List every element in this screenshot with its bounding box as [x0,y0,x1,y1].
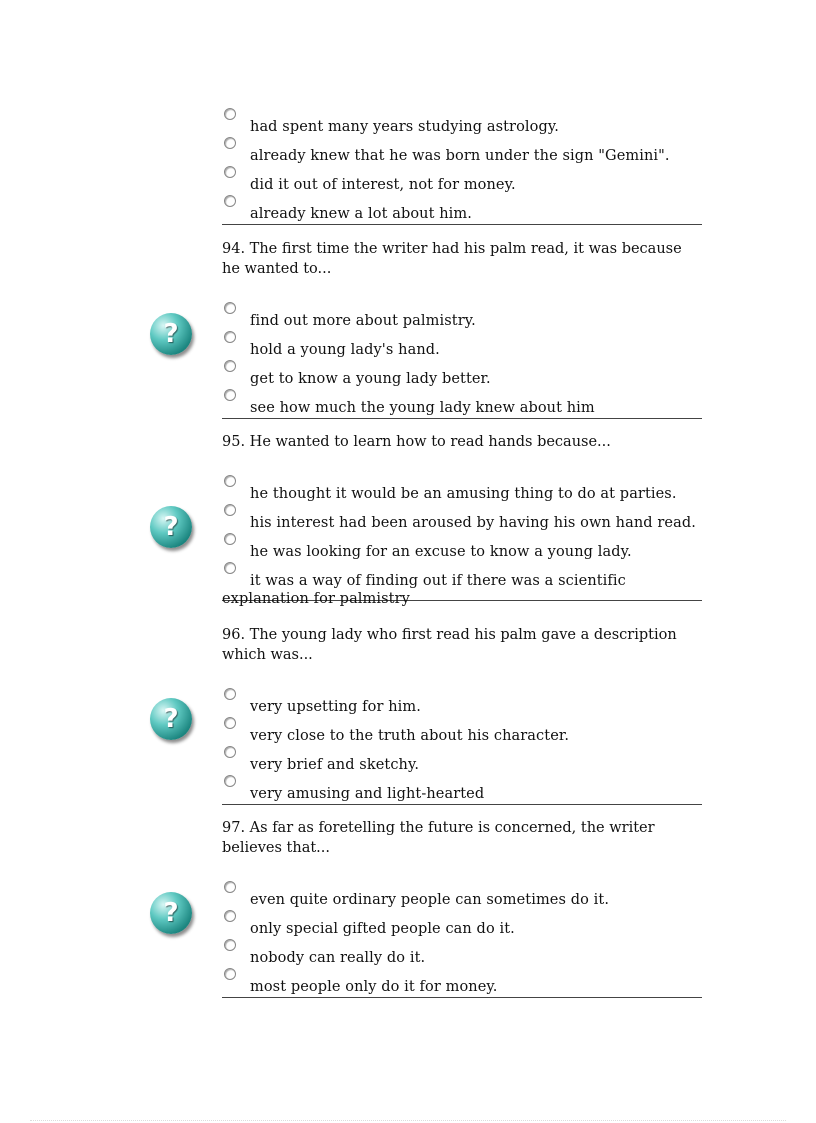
radio-button[interactable] [224,717,236,729]
option-93-a[interactable] [222,108,702,137]
divider [222,997,702,998]
radio-button[interactable] [224,195,236,207]
option-label: very upsetting for him. [250,699,421,715]
option-97-a[interactable] [222,881,702,910]
option-label: it was a way of finding out if there was a scientific explanation for palmistry [222,573,626,607]
option-96-d[interactable] [222,775,702,804]
radio-button[interactable] [224,881,236,893]
option-94-d[interactable] [222,389,702,418]
radio-button[interactable] [224,360,236,372]
radio-button[interactable] [224,939,236,951]
option-label: his interest had been aroused by having his own hand read. [250,515,696,531]
radio-button[interactable] [224,389,236,401]
radio-button[interactable] [224,688,236,700]
option-label: already knew a lot about him. [250,206,472,222]
option-label: even quite ordinary people can sometimes do it. [250,892,610,908]
radio-button[interactable] [224,746,236,758]
option-label: very brief and sketchy. [250,757,420,773]
option-97-c[interactable] [222,939,702,968]
radio-button[interactable] [224,302,236,314]
question-96-text: 96. The young lady who first read his palm gave a description which was... [222,627,677,663]
option-96-c[interactable] [222,746,702,775]
option-label: find out more about palmistry. [250,313,476,329]
option-95-b[interactable] [222,504,702,533]
question-mark-icon[interactable]: ? [150,892,192,934]
question-94-text: 94. The first time the writer had his palm read, it was because he wanted to... [222,241,682,277]
option-label: he thought it would be an amusing thing to do at parties. [250,486,677,502]
option-label: most people only do it for money. [250,979,498,995]
option-label: only special gifted people can do it. [250,921,515,937]
question-94-options [222,302,702,419]
option-93-c[interactable] [222,166,702,195]
option-96-a[interactable] [222,688,702,717]
option-label: did it out of interest, not for money. [250,177,516,193]
divider [222,804,702,805]
option-94-b[interactable] [222,331,702,360]
option-label: had spent many years studying astrology. [250,119,559,135]
radio-button[interactable] [224,331,236,343]
question-96-options [222,688,702,805]
option-label: very close to the truth about his character. [250,728,570,744]
radio-button[interactable] [224,533,236,545]
radio-button[interactable] [224,475,236,487]
option-93-d[interactable] [222,195,702,224]
radio-button[interactable] [224,910,236,922]
option-label: nobody can really do it. [250,950,426,966]
question-mark-icon[interactable]: ? [150,313,192,355]
option-97-d[interactable] [222,968,702,997]
page-bottom-divider [30,1120,786,1121]
question-97-options [222,881,702,998]
option-96-b[interactable] [222,717,702,746]
option-label: hold a young lady's hand. [250,342,440,358]
question-93-options [222,108,702,225]
radio-button[interactable] [224,108,236,120]
option-label: already knew that he was born under the sign "Gemini". [250,148,670,164]
option-94-a[interactable] [222,302,702,331]
option-label: get to know a young lady better. [250,371,491,387]
option-label: see how much the young lady knew about him [250,400,595,416]
question-mark-icon[interactable]: ? [150,506,192,548]
radio-button[interactable] [224,775,236,787]
option-93-b[interactable] [222,137,702,166]
option-95-c[interactable] [222,533,702,562]
radio-button[interactable] [224,968,236,980]
radio-button[interactable] [224,166,236,178]
question-97-text: 97. As far as foretelling the future is concerned, the writer believes that... [222,820,655,856]
question-mark-icon[interactable]: ? [150,698,192,740]
question-95-options [222,475,702,607]
radio-button[interactable] [224,504,236,516]
option-95-a[interactable] [222,475,702,504]
radio-button[interactable] [224,137,236,149]
question-95-text: 95. He wanted to learn how to read hands because... [222,434,611,450]
divider [222,418,702,419]
option-95-d[interactable] [222,562,702,607]
divider [222,224,702,225]
option-label: he was looking for an excuse to know a young lady. [250,544,632,560]
option-label: very amusing and light-hearted [250,786,485,802]
option-97-b[interactable] [222,910,702,939]
option-94-c[interactable] [222,360,702,389]
